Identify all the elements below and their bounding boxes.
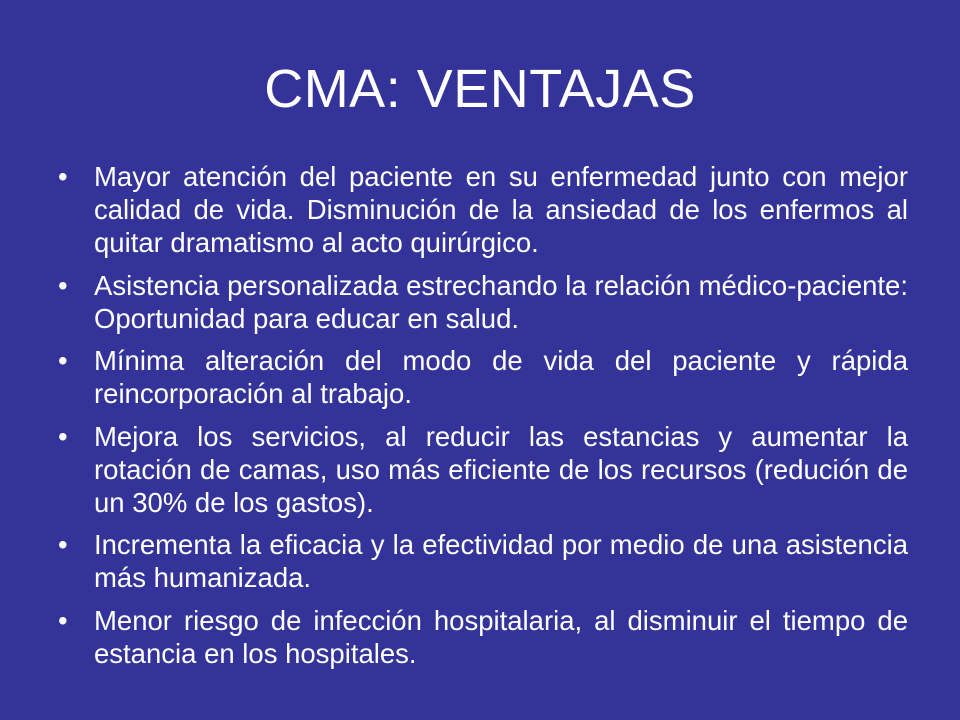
bullet-item xyxy=(58,528,908,594)
bullet-text: Mejora los servicios, al reducir las estancias y aumentar la rotación de camas, uso más eficiente de los recursos (redución de un 30% de los gastos). xyxy=(94,420,908,518)
bullet-text: Mínima alteración del modo de vida del paciente y rápida reincorporación al trabajo. xyxy=(94,345,908,409)
bullet-item xyxy=(58,604,908,670)
bullet-dot-icon: • xyxy=(58,269,68,301)
bullet-text: Menor riesgo de infección hospitalaria, al disminuir el tiempo de estancia en los hospitales. xyxy=(94,604,908,669)
bullet-dot-icon: • xyxy=(58,604,68,636)
bullet-dot-icon: • xyxy=(58,161,68,192)
bullet-text: Asistencia personalizada estrechando la relación médico-paciente: Oportunidad para educar en salud. xyxy=(94,269,908,334)
bullet-item xyxy=(58,160,908,259)
slide-title: CMA: VENTAJAS xyxy=(264,59,696,119)
bullet-item xyxy=(58,420,908,519)
bullet-dot-icon: • xyxy=(58,420,68,452)
bullet-text: Mayor atención del paciente en su enfermedad junto con mejor calidad de vida. Disminución de la ansiedad de los enfermos al quitar dramatismo al acto quirúrgico. xyxy=(94,161,908,258)
bullet-item xyxy=(58,344,908,410)
bullet-item xyxy=(58,269,908,335)
bullet-dot-icon: • xyxy=(58,345,68,376)
bullet-text: Incrementa la eficacia y la efectividad por medio de una asistencia más humanizada. xyxy=(94,529,908,593)
bullet-dot-icon: • xyxy=(58,529,68,560)
bullet-list xyxy=(58,160,908,679)
